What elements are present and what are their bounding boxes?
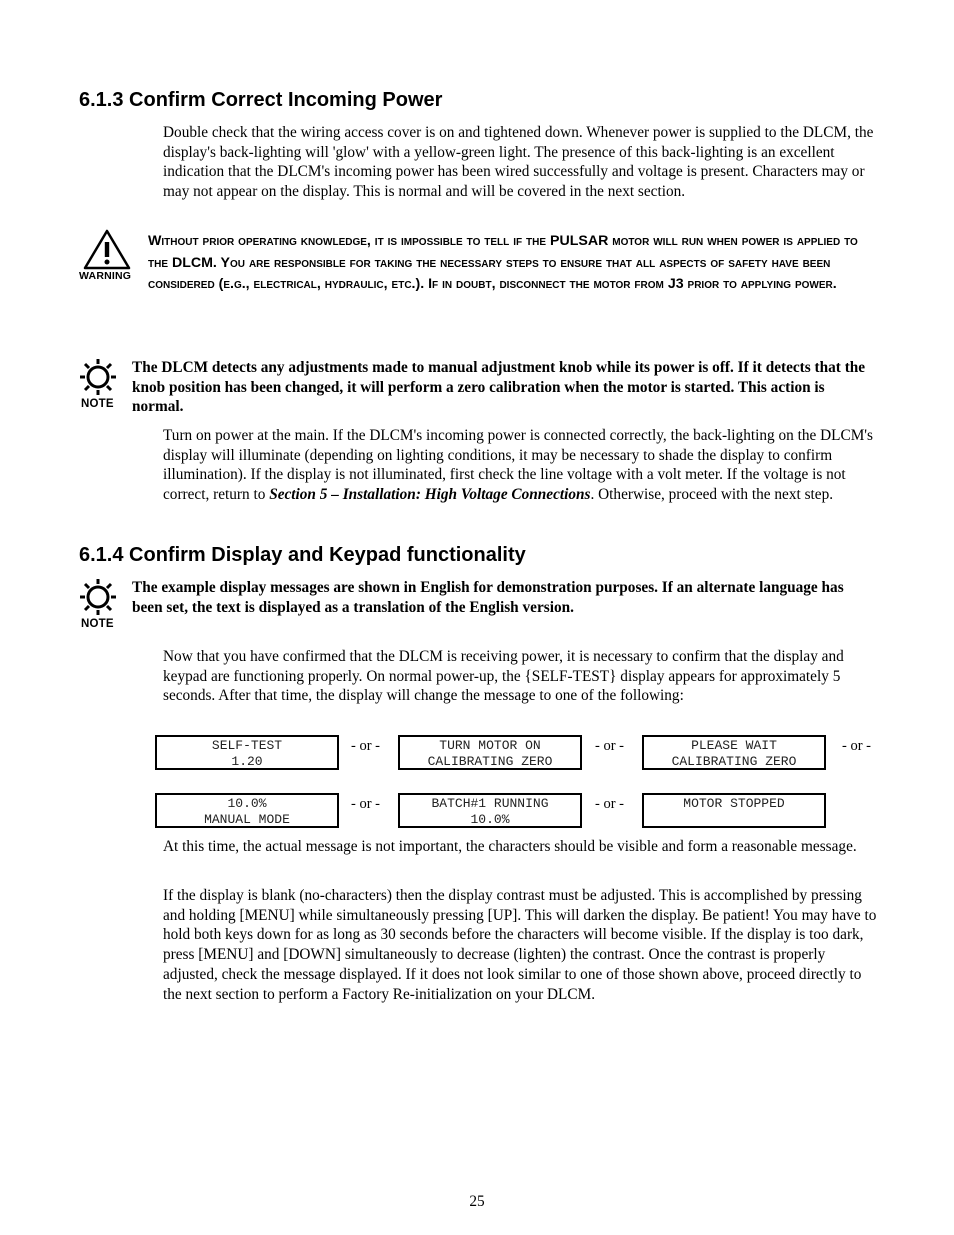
section-heading-6-1-4: 6.1.4 Confirm Display and Keypad functionality: [79, 544, 526, 566]
lcd-line-1: TURN MOTOR ON: [439, 738, 541, 753]
lcd-line-1: PLEASE WAIT: [691, 738, 777, 753]
lcd-display-batch-running: [398, 793, 582, 828]
note-caption: NOTE: [81, 618, 114, 630]
lcd-display-manual-mode: [155, 793, 339, 828]
or-separator: - or -: [351, 738, 380, 754]
or-separator: - or -: [351, 796, 380, 812]
page-number: 25: [469, 1193, 485, 1210]
paragraph-actual-message: At this time, the actual message is not important, the characters should be visible and form a reasonable message.: [163, 838, 857, 855]
lcd-display-turn-motor-on: [398, 735, 582, 770]
paragraph-turn-on-power-text: Turn on power at the main. If the DLCM's incoming power is connected correctly, the back-lighting on the DLCM's display will illuminate (depending on lighting conditions, it may be necessary to shade the display to confirm illumination). If the display is not illuminated, first check the line voltage with a volt meter. If the voltage is not correct, return to: [163, 427, 874, 504]
or-separator: - or -: [842, 738, 871, 754]
paragraph-turn-on-power: [163, 426, 878, 505]
lcd-line-1: BATCH#1 RUNNING: [431, 796, 549, 811]
lcd-line-1: 10.0%: [227, 796, 267, 811]
warning-text: Without prior operating knowledge, it is impossible to tell if the PULSAR motor will run when power is applied to the DLCM. You are responsible for taking the necessary steps to ensure that all aspects of safety have been considered (e.g., electrical, hydraulic, etc.). If in doubt, disconnect the motor from J3 prior to applying power.: [148, 233, 858, 293]
section-heading-6-1-3: 6.1.3 Confirm Correct Incoming Power: [79, 89, 443, 111]
warning-caption: WARNING: [79, 270, 132, 282]
note-text-knob: The DLCM detects any adjustments made to manual adjustment knob while its power is off. If it detects that the knob position has been changed, it will perform a zero calibration when the motor is started. This action is normal.: [132, 359, 866, 416]
paragraph-contrast-adjust: If the display is blank (no-characters) then the display contrast must be adjusted. This is accomplished by pressing and holding [MENU] while simultaneously pressing [UP]. This will darken the display. Be patient! You may have to hold both keys down for as long as 30 seconds before the characters will become visible. If the display is too dark, press [MENU] and [DOWN] simultaneously to decrease (lighten) the contrast. Once the contrast is properly adjusted, check the message displayed. If it does not look similar to one of those shown above, proceed directly to the next section to perform a Factory Re-initialization on your DLCM.: [163, 887, 877, 1003]
lcd-line-2: 1.20: [231, 754, 263, 769]
section-5-reference: Section 5 – Installation: High Voltage Connections: [269, 486, 591, 504]
lcd-line-1: MOTOR STOPPED: [683, 796, 785, 811]
paragraph-power-check: Double check that the wiring access cover is on and tightened down. Whenever power is supplied to the DLCM, the display's back-lighting will 'glow' with a yellow-green light. The presence of this back-lighting is an excellent indication that the DLCM's incoming power has been wired successfully and voltage is present. Characters may or may not appear on the display. This is normal and will be covered in the next section.: [163, 124, 874, 201]
or-separator: - or -: [595, 796, 624, 812]
or-separator: - or -: [595, 738, 624, 754]
paragraph-display-keypad: Now that you have confirmed that the DLCM is receiving power, it is necessary to confirm that the display and keypad are functioning properly. On normal power-up, the {SELF-TEST} display appears for approximately 5 seconds. After that time, the display will change the message to one of the following:: [163, 648, 844, 705]
lcd-line-2: CALIBRATING ZERO: [671, 754, 797, 769]
note-caption: NOTE: [81, 398, 114, 410]
lcd-display-motor-stopped: [642, 793, 826, 828]
paragraph-turn-on-power-end: . Otherwise, proceed with the next step.: [590, 486, 834, 504]
note-text-language: The example display messages are shown in English for demonstration purposes. If an alternate language has been set, the text is displayed as a translation of the English version.: [132, 579, 844, 616]
lcd-line-1: SELF-TEST: [211, 738, 283, 753]
lcd-line-2: MANUAL MODE: [204, 812, 290, 827]
lcd-line-2: CALIBRATING ZERO: [427, 754, 553, 769]
lcd-display-self-test: [155, 735, 339, 770]
lcd-display-please-wait: [642, 735, 826, 770]
lcd-line-2: 10.0%: [470, 812, 510, 827]
